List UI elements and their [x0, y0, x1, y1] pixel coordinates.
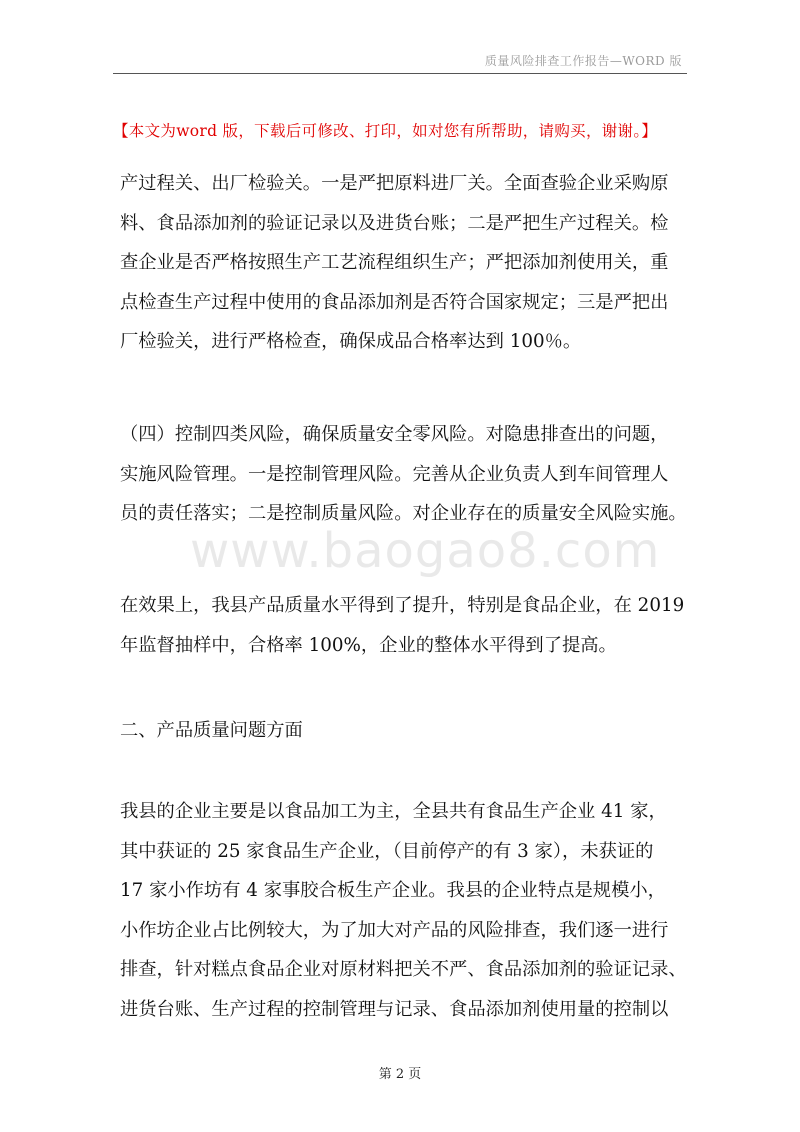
- text-line: 进货台账、生产过程的控制管理与记录、食品添加剂使用量的控制以: [120, 998, 669, 1020]
- watermark: www.baogao8.com: [190, 523, 661, 579]
- text-line: 小作坊企业占比例较大，为了加大对产品的风险排查，我们逐一进行: [120, 919, 669, 941]
- heading-text: 二、产品质量问题方面: [120, 720, 303, 741]
- page-number: 第 2 页: [378, 1067, 422, 1082]
- paragraph-process-controls: [120, 164, 690, 362]
- text-line: 我县的企业主要是以食品加工为主，全县共有食品生产企业 41 家，: [120, 801, 667, 822]
- text-line: 产过程关、出厂检验关。一是严把原料进厂关。全面查验企业采购原: [120, 173, 669, 194]
- paragraph-enterprise-overview: [120, 792, 690, 1029]
- text-line: 点检查生产过程中使用的食品添加剂是否符合国家规定；三是严把出: [120, 291, 669, 313]
- text-line: 实施风险管理。一是控制管理风险。完善从企业负责人到车间管理人: [120, 463, 669, 485]
- text-line: 查企业是否严格按照生产工艺流程组织生产；严把添加剂使用关，重: [120, 252, 669, 273]
- text-line: （四）控制四类风险，确保质量安全零风险。对隐患排查出的问题，: [120, 424, 669, 445]
- header-divider: [113, 73, 687, 74]
- download-notice: 【本文为word 版，下载后可修改、打印，如对您有所帮助，请购买，谢谢。】: [113, 122, 658, 140]
- text-line: 其中获证的 25 家食品生产企业，（目前停产的有 3 家），未获证的: [120, 840, 654, 862]
- paragraph-risk-control: [120, 415, 690, 534]
- text-line: 厂检验关，进行严格检查，确保成品合格率达到 100％。: [120, 331, 582, 352]
- paragraph-results: [120, 586, 690, 665]
- text-line: 员的责任落实；二是控制质量风险。对企业存在的质量安全风险实施。: [120, 503, 687, 524]
- text-line: 料、食品添加剂的验证记录以及进货台账；二是严把生产过程关。检: [120, 212, 669, 234]
- text-line: 17 家小作坊有 4 家事胶合板生产企业。我县的企业特点是规模小，: [120, 880, 666, 901]
- text-line: 年监督抽样中，合格率 100%，企业的整体水平得到了提高。: [120, 634, 617, 656]
- text-line: 排查，针对糕点食品企业对原材料把关不严、食品添加剂的验证记录、: [120, 959, 687, 980]
- section-heading: [120, 711, 690, 751]
- text-line: 在效果上，我县产品质量水平得到了提升，特别是食品企业，在 2019: [120, 595, 685, 616]
- header-title: 质量风险排查工作报告—WORD 版: [484, 54, 682, 68]
